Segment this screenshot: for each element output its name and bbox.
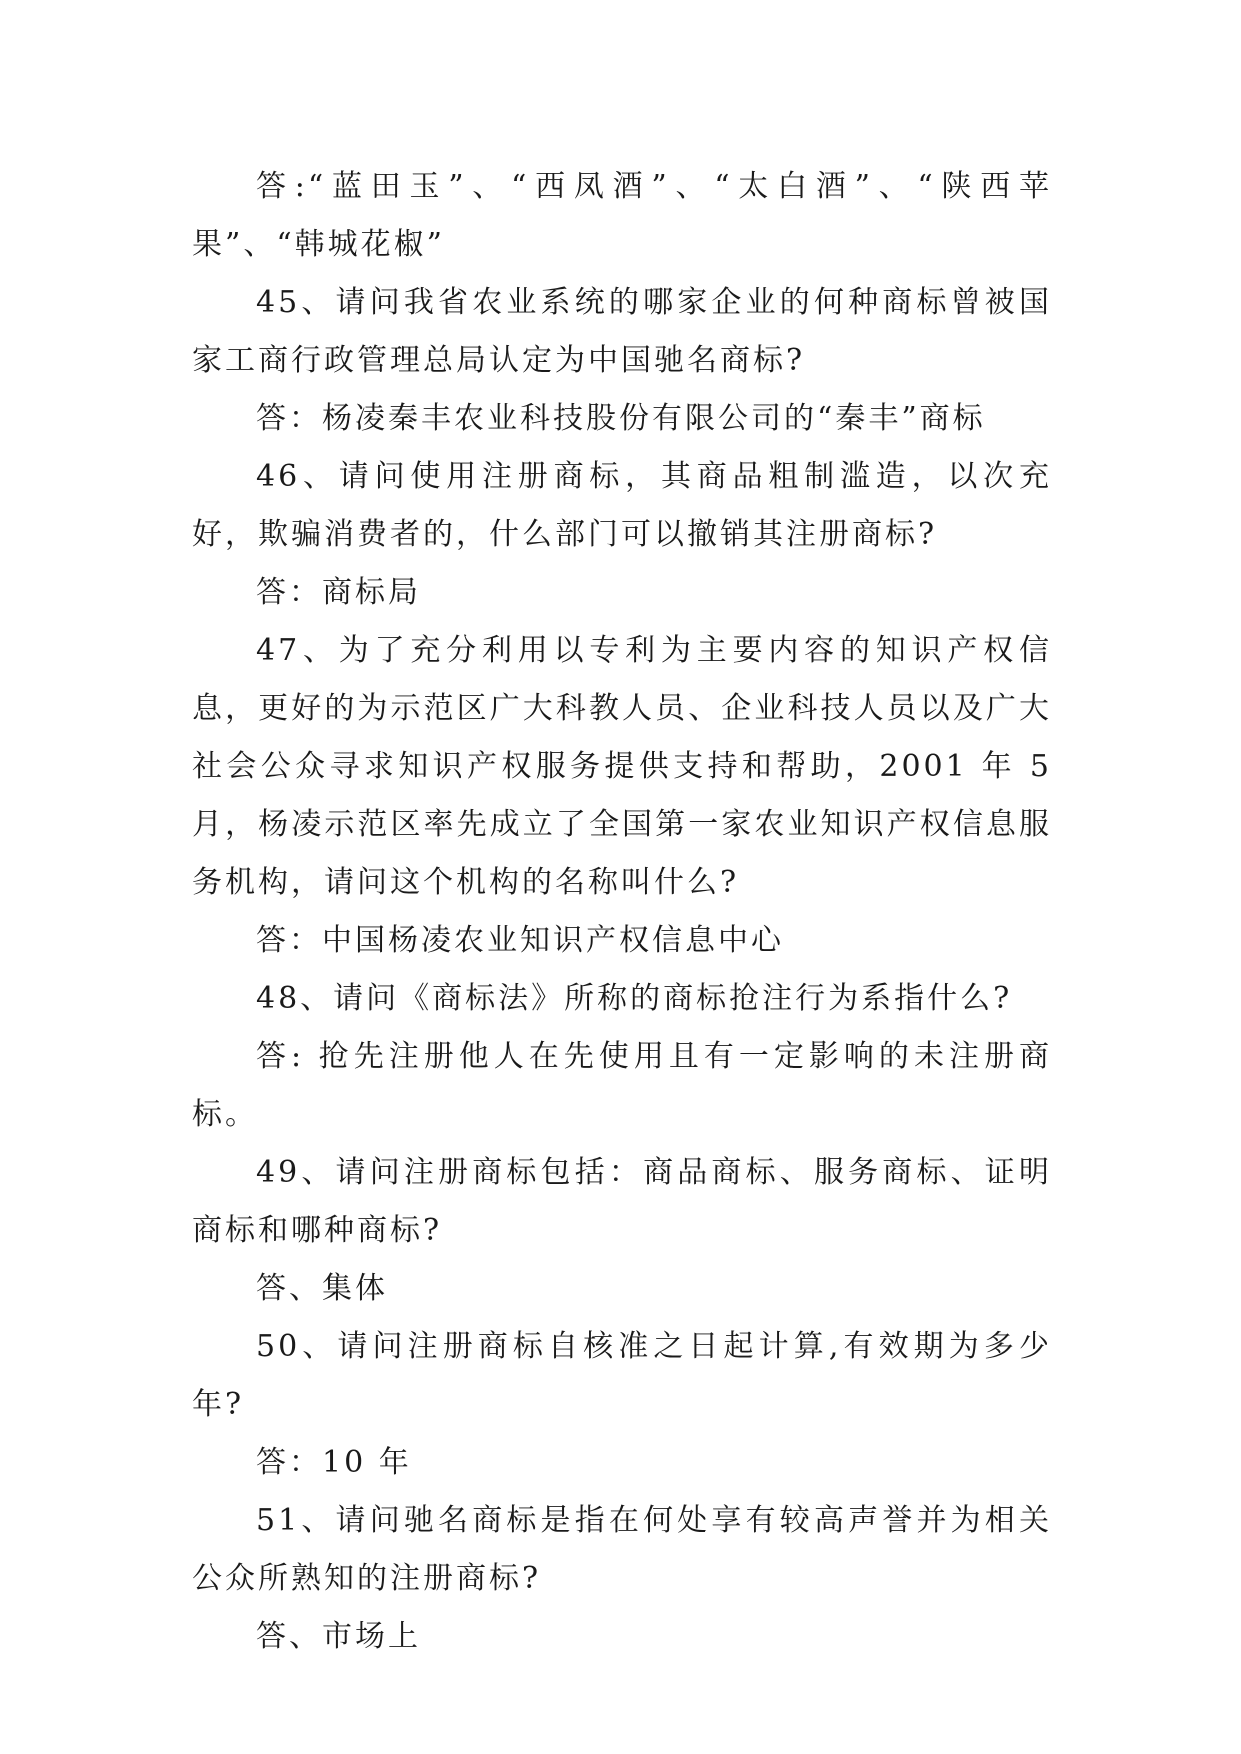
question-49: 49、请问注册商标包括：商品商标、服务商标、证明商标和哪种商标? [192, 1155, 1052, 1248]
question-50: 50、请问注册商标自核准之日起计算,有效期为多少年? [192, 1329, 1052, 1422]
question-51: 51、请问驰名商标是指在何处享有较高声誉并为相关公众所熟知的注册商标? [192, 1503, 1052, 1596]
answer-51: 答、市场上 [256, 1619, 421, 1654]
answer-47: 答：中国杨凌农业知识产权信息中心 [256, 923, 784, 958]
answer-48: 答: 抢先注册他人在先使用且有一定影响的未注册商标。 [192, 1039, 1052, 1132]
answer-46: 答：商标局 [256, 575, 421, 610]
question-47: 47、为了充分利用以专利为主要内容的知识产权信息，更好的为示范区广大科教人员、企业科技人员以及广大社会公众寻求知识产权服务提供支持和帮助，2001 年 5 月，杨凌示范区率先成立了全国第一家农业知识产权信息服务机构，请问这个机构的名称叫什么? [192, 633, 1052, 900]
document-body [192, 158, 1052, 1666]
question-46: 46、请问使用注册商标，其商品粗制滥造，以次充好，欺骗消费者的，什么部门可以撤销其注册商标? [192, 459, 1052, 552]
question-48: 48、请问《商标法》所称的商标抢注行为系指什么? [256, 981, 1013, 1016]
question-45: 45、请问我省农业系统的哪家企业的何种商标曾被国家工商行政管理总局认定为中国驰名商标? [192, 285, 1052, 378]
answer-49: 答、集体 [256, 1271, 388, 1306]
answer-45: 答：杨凌秦丰农业科技股份有限公司的“秦丰”商标 [256, 401, 986, 436]
answer-44: 答:“蓝田玉”、“西凤酒”、“太白酒”、“陕西苹果”、“韩城花椒” [192, 169, 1052, 262]
answer-50: 答：10 年 [256, 1445, 412, 1480]
